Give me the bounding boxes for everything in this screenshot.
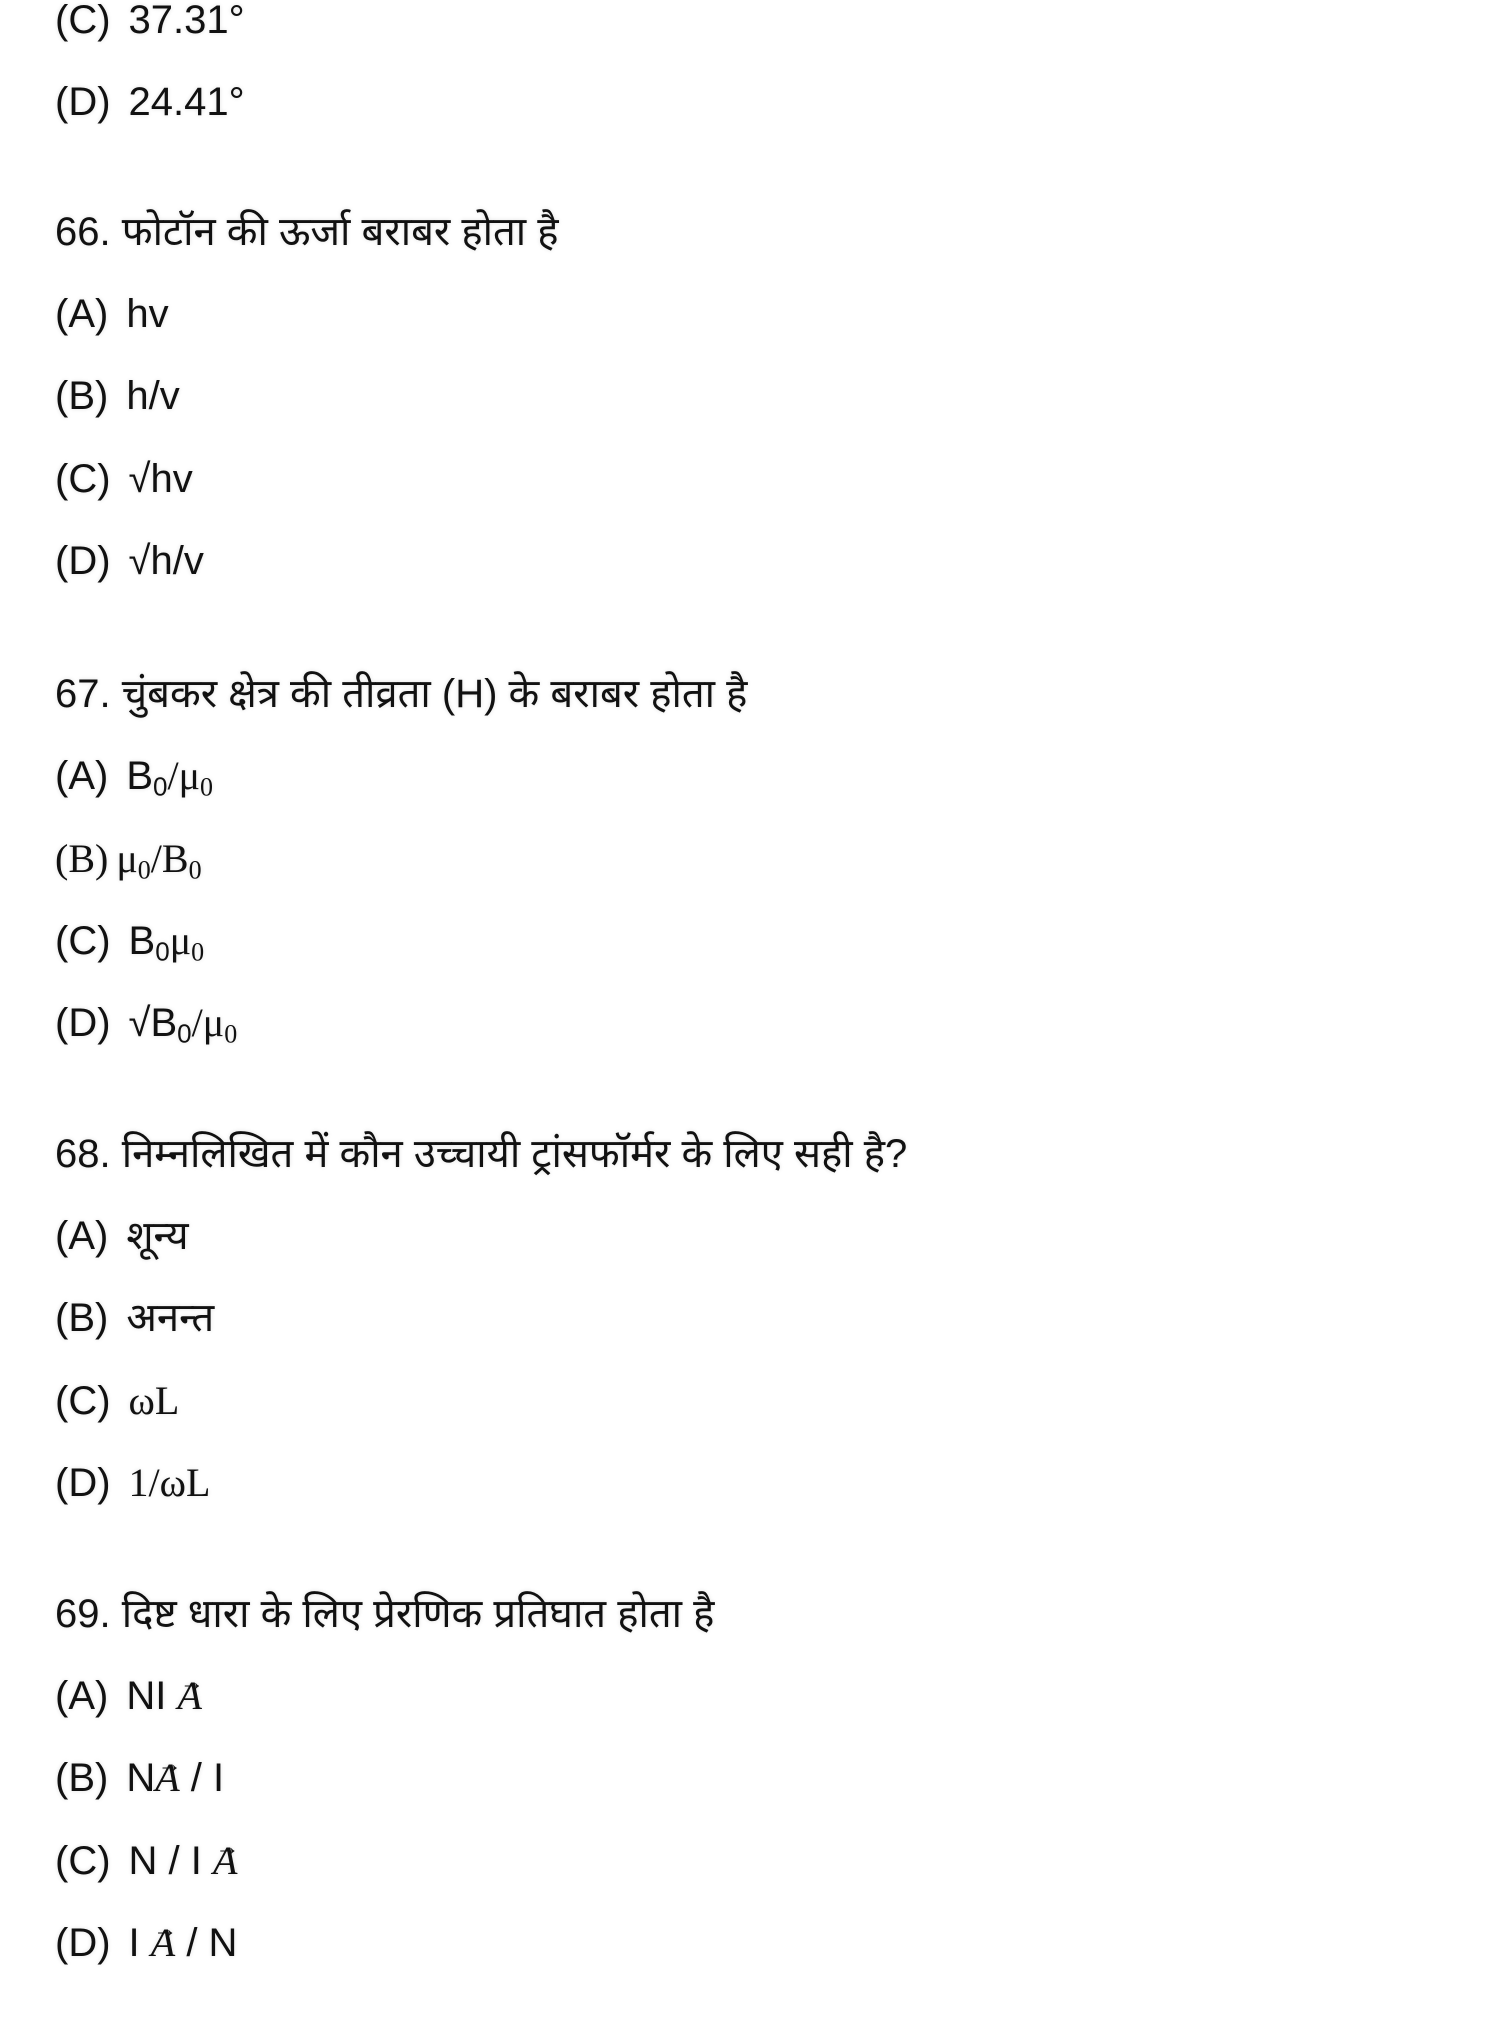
option-text: √hv [128,457,193,501]
q66-option-b [55,372,180,420]
formula-part: B [126,754,154,798]
option-label: (C) [55,457,111,501]
subscript: 0 [200,772,214,802]
option-label: (C) [55,1379,111,1423]
option-label: (A) [55,754,109,798]
option-text: ωL [128,1378,180,1423]
question-number: 66. [55,210,111,254]
q66-option-a [55,290,169,338]
option-text: h/v [126,374,180,418]
subscript: 0 [188,855,202,885]
subscript: 0 [155,936,170,967]
q69-option-a [55,1672,202,1720]
formula-part: N / I [128,1839,213,1883]
question-number: 69. [55,1592,111,1636]
formula-part: μ [169,918,192,963]
option-text: 37.31° [128,0,245,42]
option-label: (D) [55,1921,111,1965]
question-number: 68. [55,1132,111,1176]
subscript: 0 [137,855,151,885]
question-66 [55,208,559,256]
question-69 [55,1590,714,1638]
subscript: 0 [153,771,168,802]
q68-option-a [55,1212,189,1260]
q68-option-b [55,1294,214,1342]
question-text: दिष्ट धारा के लिए प्रेरणिक प्रतिघात होता है [121,1592,715,1636]
vector-a: → A [151,1919,175,1967]
formula-part: /B [150,836,189,881]
q66-option-d [55,537,204,585]
formula-part: N [126,1756,156,1800]
option-text: 1/ωL [128,1460,211,1505]
option-label: (C) [55,1839,111,1883]
option-label: (D) [55,1001,111,1045]
option-label: (A) [55,1674,109,1718]
question-text: निम्नलिखित में कौन उच्चायी ट्रांसफॉर्मर के लिए सही है? [121,1132,908,1176]
option-text: 24.41° [128,80,245,124]
subscript: 0 [177,1018,192,1049]
formula-part: / I [179,1756,225,1800]
q66-option-c [55,455,193,503]
formula-part: NI [126,1674,178,1718]
option-prev-c [55,0,245,44]
q68-option-c [55,1377,179,1425]
option-label: (B) [55,374,109,418]
vector-a: → A [155,1754,179,1802]
question-number: 67. [55,672,111,716]
q67-option-a [55,752,213,800]
formula-part: μ [116,836,138,881]
formula-part: √B [128,1001,178,1045]
subscript: 0 [224,1019,238,1049]
vector-a: → A [177,1672,201,1720]
option-label: (B) [55,1296,109,1340]
option-label: (A) [55,292,109,336]
formula-part: / N [175,1921,238,1965]
option-label: (D) [55,539,111,583]
formula-part: /μ [191,1000,225,1045]
q67-option-b [55,835,202,883]
formula-part: /μ [167,753,201,798]
formula-part: B [128,919,156,963]
question-68 [55,1130,907,1178]
vector-a: → A [213,1837,237,1885]
q68-option-d [55,1459,210,1507]
option-label: (A) [55,1214,109,1258]
subscript: 0 [191,937,205,967]
option-label: (B) [55,1756,109,1800]
option-label: (B) [55,836,109,881]
option-label: (C) [55,0,111,42]
question-text: फोटॉन की ऊर्जा बराबर होता है [121,210,559,254]
option-label: (C) [55,919,111,963]
question-67 [55,670,747,718]
q69-option-d [55,1919,237,1967]
option-label: (D) [55,1461,111,1505]
option-text: अनन्त [126,1296,215,1340]
option-prev-d [55,78,245,126]
q67-option-c [55,917,204,965]
formula-part: I [128,1921,151,1965]
question-text: चुंबकर क्षेत्र की तीव्रता (H) के बराबर होता है [121,672,748,716]
option-text: √h/v [128,539,204,583]
q67-option-d [55,999,237,1047]
q69-option-b [55,1754,224,1802]
q69-option-c [55,1837,237,1885]
option-text: शून्य [126,1214,189,1258]
option-label: (D) [55,80,111,124]
option-text: hv [126,292,169,336]
